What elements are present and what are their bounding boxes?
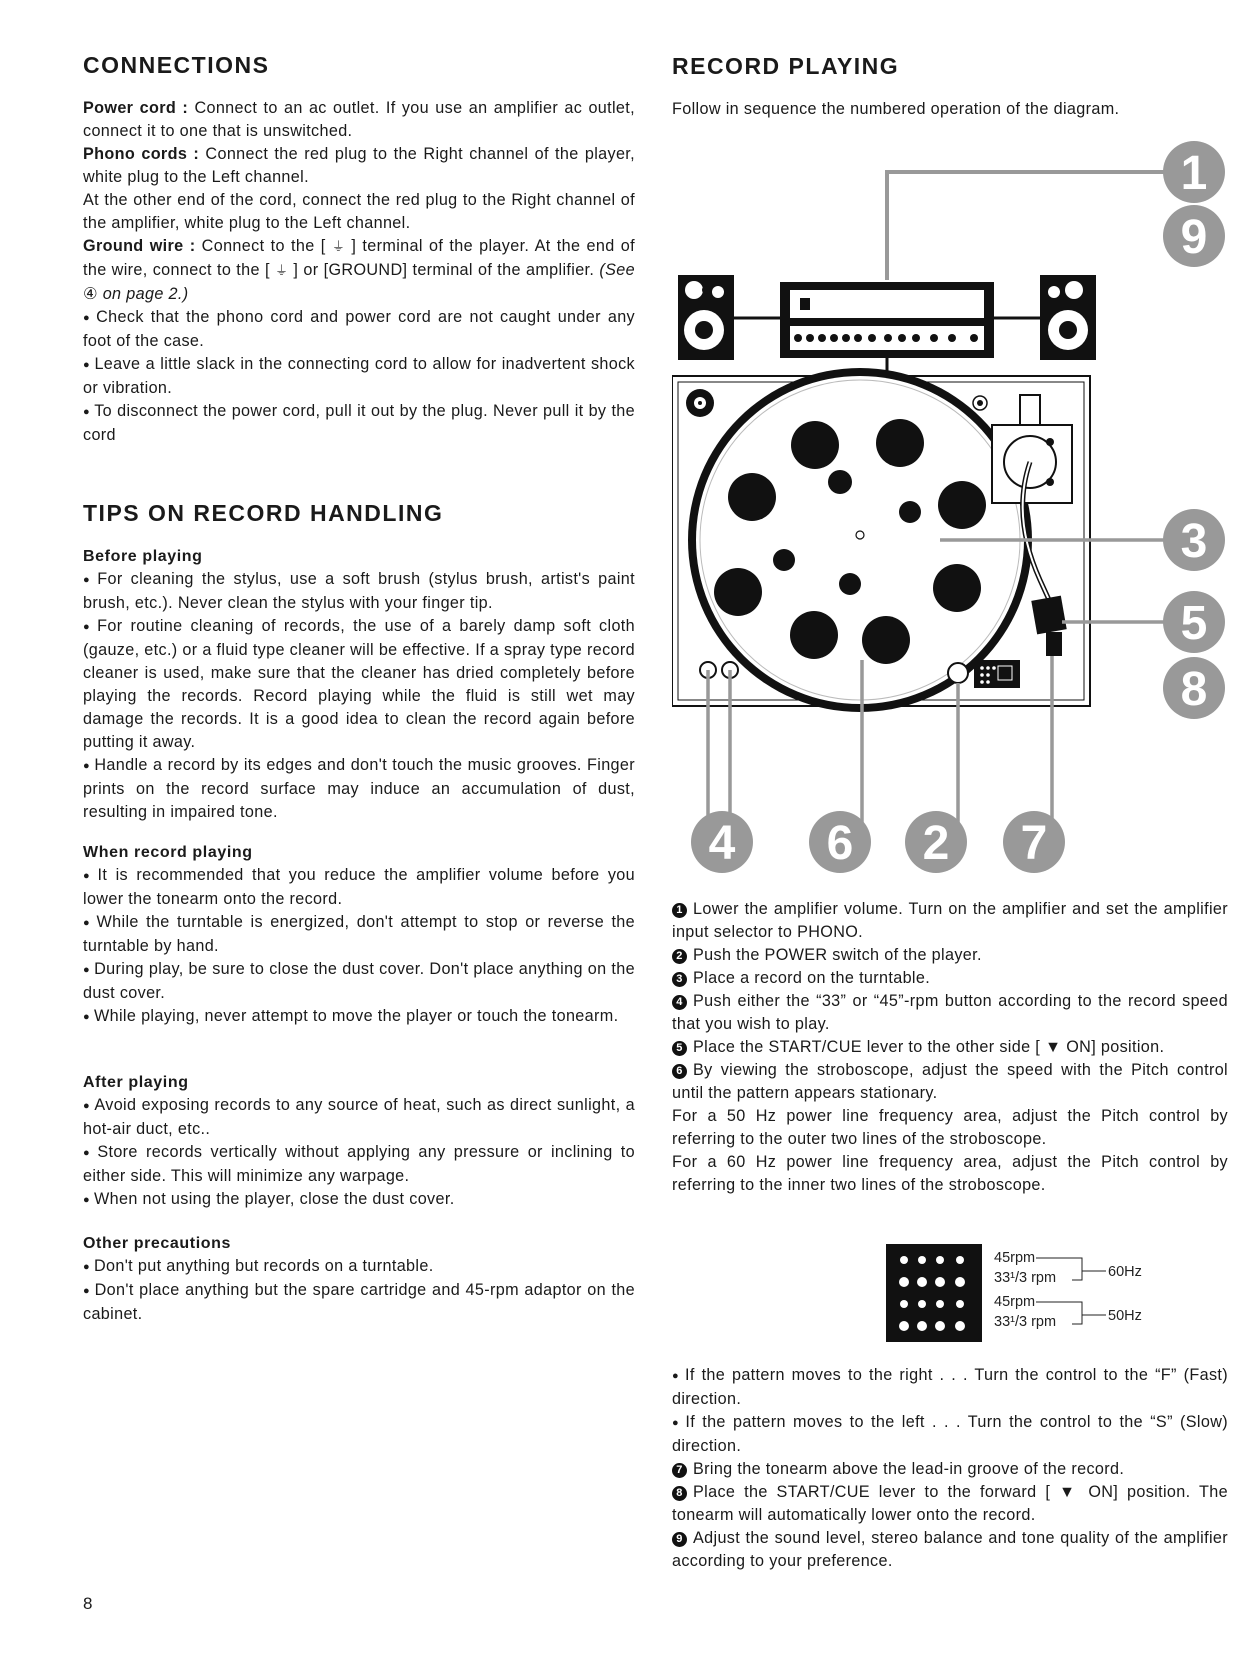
pattern-bullet: ● If the pattern moves to the left . . . Turn the control to the “S” (Slow) direction. — [672, 1411, 1228, 1458]
step-number-icon: 2 — [672, 949, 687, 964]
step-item: 1 Lower the amplifier volume. Turn on the amplifier and set the amplifier input selector to PHONO. — [672, 900, 1228, 941]
ground-bracket-label: GROUND — [328, 261, 403, 279]
strobe-60hz-label: 60Hz — [1108, 1264, 1142, 1280]
svg-text:9: 9 — [1180, 211, 1208, 264]
ground-wire-paragraph: Ground wire : Connect to the [ ⏚ ] terminal of the player. At the end of the wire, connect to the [ ⏚ ] or [GROUND] terminal of the amplifier. (See ④ on page 2.) — [83, 237, 635, 303]
step-number-icon: 7 — [672, 1463, 687, 1478]
ground-text-1: Connect to the — [201, 237, 315, 255]
after-playing-section — [83, 1074, 635, 1212]
svg-text:2: 2 — [922, 817, 950, 870]
before-bullet: ● Handle a record by its edges and don't touch the music grooves. Finger prints on the record surface may induce an accumulation of dust, resulting in impaired tone. — [83, 754, 635, 824]
callout-6-icon — [809, 811, 871, 873]
callout-9-icon — [1163, 205, 1225, 267]
step-item: 6 By viewing the stroboscope, adjust the speed with the Pitch control until the pattern appears stationary. — [672, 1061, 1228, 1102]
freq-60-note: For a 60 Hz power line frequency area, adjust the Pitch control by referring to the inner two lines of the stroboscope. — [672, 1153, 1228, 1194]
svg-text:3: 3 — [1180, 515, 1208, 568]
phono-cords-paragraph — [83, 143, 635, 189]
step-item: 7 Bring the tonearm above the lead-in groove of the record. — [672, 1458, 1228, 1481]
power-cord-label: Power cord : — [83, 99, 189, 117]
step-item: 9 Adjust the sound level, stereo balance and tone quality of the amplifier according to your preference. — [672, 1529, 1228, 1570]
when-playing-section — [83, 844, 635, 1029]
ground-text-3: or — [303, 261, 319, 279]
step-item: 3 Place a record on the turntable. — [672, 967, 1228, 990]
other-bullet: ● Don't place anything but the spare cartridge and 45-rpm adaptor on the cabinet. — [83, 1279, 635, 1326]
phono-cords-label: Phono cords : — [83, 145, 200, 163]
steps-section — [672, 898, 1228, 1197]
callout-5-icon — [1163, 591, 1225, 653]
right-speaker-icon — [1040, 275, 1096, 360]
svg-text:5: 5 — [1180, 597, 1208, 650]
svg-text:8: 8 — [1180, 663, 1208, 716]
ground-symbol-icon: ⏚ — [331, 240, 346, 255]
callout-3-icon — [1163, 509, 1225, 571]
when-playing-heading: When record playing — [83, 844, 253, 861]
ground-text-4: terminal of the amplifier. — [412, 261, 595, 279]
step-number-icon: 4 — [672, 995, 687, 1010]
other-end-paragraph: At the other end of the cord, connect the red plug to the Right channel of the amplifier, white plug to the Left channel. — [83, 191, 635, 232]
step-number-icon: 3 — [672, 972, 687, 987]
strobe-row-4: 33¹/3 rpm — [994, 1314, 1057, 1330]
svg-text:6: 6 — [826, 817, 854, 870]
tips-heading: TIPS ON RECORD HANDLING — [83, 500, 444, 526]
step-number-icon: 8 — [672, 1486, 687, 1501]
callout-1-leader — [887, 172, 1192, 280]
connections-bullet: ● Check that the phono cord and power cord are not caught under any foot of the case. — [83, 306, 635, 353]
pattern-bullet: ● If the pattern moves to the right . . . Turn the control to the “F” (Fast) direction. — [672, 1364, 1228, 1411]
amplifier-icon — [780, 282, 994, 358]
callout-7-icon — [1003, 811, 1065, 873]
power-cord-text: Connect to an ac outlet. If you use an amplifier ac outlet, connect it to one that is unswitched. — [83, 99, 635, 140]
after-bullet: ● Avoid exposing records to any source of heat, such as direct sunlight, a hot-air duct, etc.. — [83, 1094, 635, 1141]
svg-text:4: 4 — [708, 817, 736, 870]
page-number: 8 — [83, 1594, 93, 1613]
intro-text: Follow in sequence the numbered operation of the diagram. — [672, 100, 1120, 118]
step-item: 2 Push the POWER switch of the player. — [672, 944, 1228, 967]
record-playing-heading: RECORD PLAYING — [672, 53, 900, 79]
svg-text:1: 1 — [1180, 147, 1208, 200]
after-bullet: ● When not using the player, close the dust cover. — [83, 1188, 635, 1212]
after-bullet: ● Store records vertically without applying any pressure or inclining to either side. This will minimize any warpage. — [83, 1141, 635, 1188]
strobe-row-1: 45rpm — [994, 1250, 1036, 1266]
strobe-row-2: 33¹/3 rpm — [994, 1270, 1057, 1286]
left-speaker-icon — [678, 275, 734, 360]
when-bullet: ● While playing, never attempt to move the player or touch the tonearm. — [83, 1005, 635, 1029]
step-number-icon: 6 — [672, 1064, 687, 1079]
stroboscope-legend — [810, 1244, 1222, 1342]
step-number-icon: 5 — [672, 1041, 687, 1056]
connections-body — [83, 97, 635, 447]
step-item: 5 Place the START/CUE lever to the other side [ ▼ ON] position. — [672, 1036, 1228, 1059]
before-bullet: ● For routine cleaning of records, the use of a barely damp soft cloth (gauze, etc.) or a fluid type cleaner will be effective. If a spray type record cleaner is used, make sure that the cleaner has dried completely before playing the records. Record playing while the fluid is still wet may damage the records. It is a good idea to clean the record again before putting it away. — [83, 615, 635, 754]
steps-continued-section — [672, 1364, 1228, 1573]
strobe-row-3: 45rpm — [994, 1294, 1036, 1310]
callout-4-icon — [691, 811, 753, 873]
ground-text-2: terminal of the player. At the end of the wire, connect to the — [83, 237, 635, 279]
before-playing-section — [83, 548, 635, 824]
step-item: 8 Place the START/CUE lever to the forward [ ▼ ON] position. The tonearm will automatically lower onto the record. — [672, 1483, 1228, 1524]
before-playing-heading: Before playing — [83, 548, 203, 565]
before-bullet: ● For cleaning the stylus, use a soft brush (stylus brush, artist's paint brush, etc.). Never clean the stylus with your finger tip. — [83, 568, 635, 615]
connections-bullet: ● Leave a little slack in the connecting cord to allow for inadvertent shock or vibration. — [83, 353, 635, 400]
callout-2-icon — [905, 811, 967, 873]
ground-wire-label: Ground wire : — [83, 237, 196, 255]
step-number-icon: 1 — [672, 903, 687, 918]
phono-cords-text: Connect the red plug to the Right channel of the player, white plug to the Left channel. — [83, 145, 635, 186]
strobe-50hz-label: 50Hz — [1108, 1308, 1142, 1324]
freq-50-note: For a 50 Hz power line frequency area, adjust the Pitch control by referring to the outer two lines of the stroboscope. — [672, 1107, 1228, 1148]
power-cord-paragraph — [83, 97, 635, 143]
other-precautions-section — [83, 1235, 635, 1326]
other-precautions-heading: Other precautions — [83, 1235, 232, 1252]
callout-1-icon — [1163, 141, 1225, 203]
ground-page-ref: (See ④ on page 2.) — [83, 261, 635, 303]
svg-text:7: 7 — [1020, 817, 1048, 870]
other-bullet: ● Don't put anything but records on a turntable. — [83, 1255, 635, 1279]
step-number-icon: 9 — [672, 1532, 687, 1547]
connections-bullet: ● To disconnect the power cord, pull it out by the plug. Never pull it by the cord — [83, 400, 635, 447]
after-playing-heading: After playing — [83, 1074, 189, 1091]
ground-symbol-icon: ⏚ — [274, 264, 289, 279]
callout-8-icon — [1163, 657, 1225, 719]
turntable-diagram — [672, 140, 1228, 880]
when-bullet: ● While the turntable is energized, don't attempt to stop or reverse the turntable by hand. — [83, 911, 635, 958]
when-bullet: ● During play, be sure to close the dust cover. Don't place anything on the dust cover. — [83, 958, 635, 1005]
when-bullet: ● It is recommended that you reduce the amplifier volume before you lower the tonearm onto the record. — [83, 864, 635, 911]
step-item: 4 Push either the “33” or “45”-rpm button according to the record speed that you wish to play. — [672, 992, 1228, 1033]
connections-heading: CONNECTIONS — [83, 52, 270, 78]
